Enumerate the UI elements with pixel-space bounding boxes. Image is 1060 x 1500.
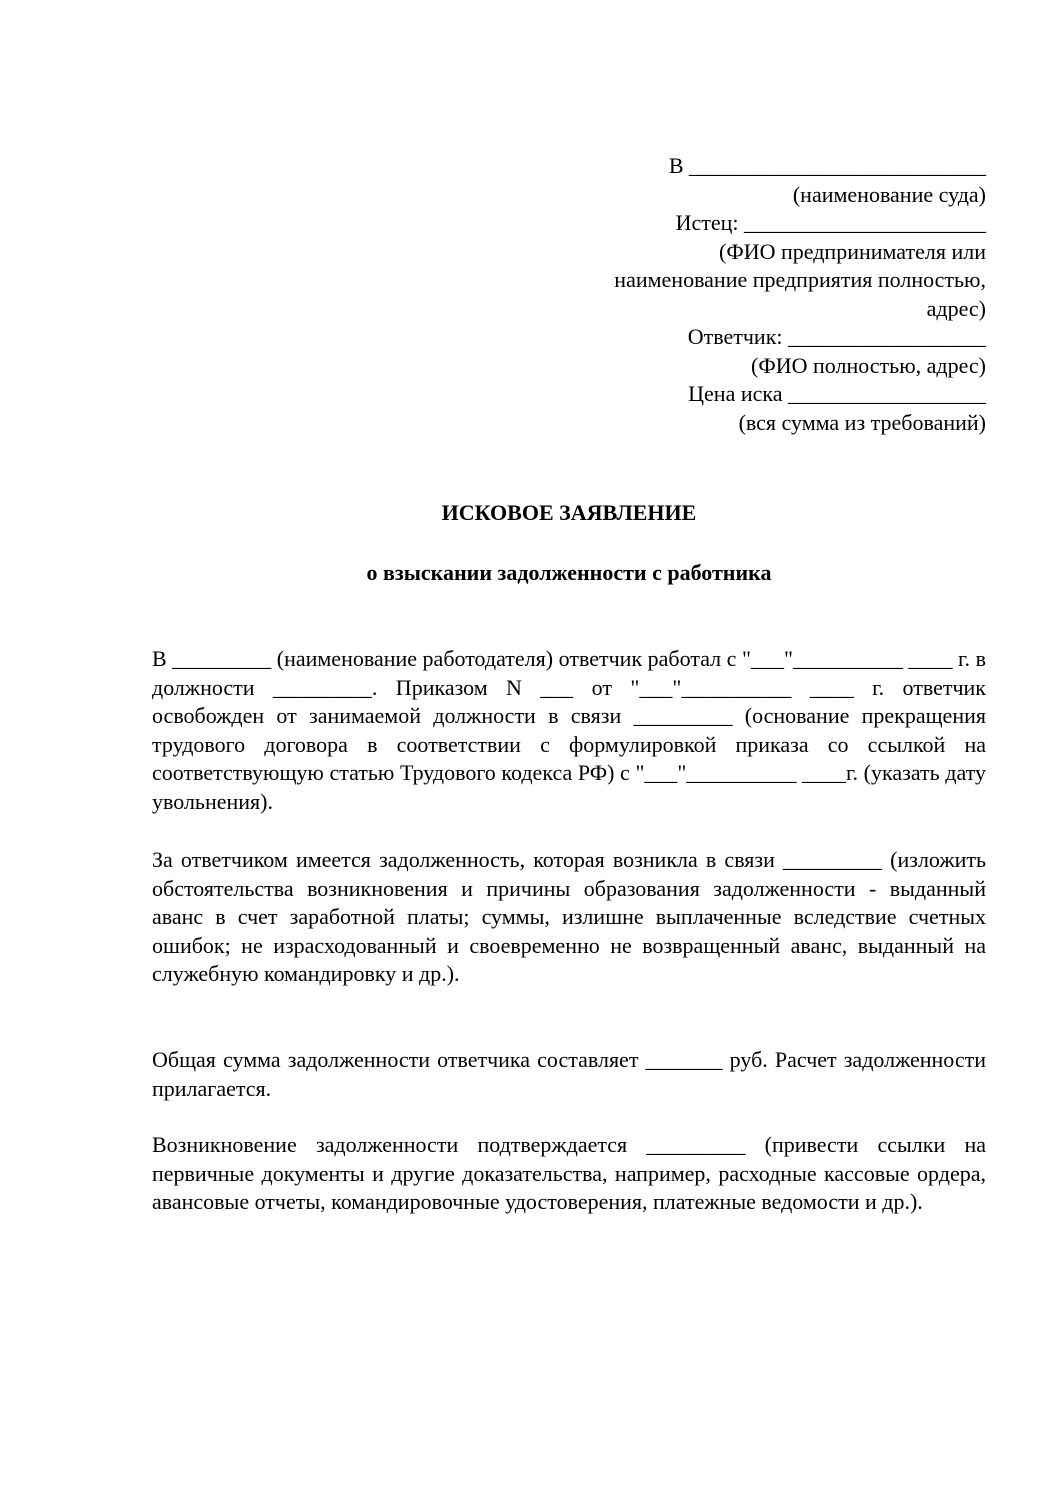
- plaintiff-hint-3: адрес): [926, 295, 986, 321]
- document-title: ИСКОВОЕ ЗАЯВЛЕНИЕ: [441, 500, 697, 525]
- paragraph-debt-evidence: Возникновение задолженности подтверждается _________ (привести ссылки на первичные документы и другие доказательства, например, расходные кассовые ордера, авансовые отчеты, командировочные удостоверения, платежные ведомости и др.).: [152, 1132, 986, 1214]
- claim-price-line: Цена иска __________________: [688, 381, 986, 406]
- defendant-hint: (ФИО полностью, адрес): [751, 352, 986, 378]
- addressee-block: [540, 152, 986, 437]
- plaintiff-line: Истец: ______________________: [675, 210, 986, 235]
- claim-price-hint: (вся сумма из требований): [738, 409, 986, 435]
- paragraph-debt-amount: Общая сумма задолженности ответчика составляет _______ руб. Расчет задолженности прилагается.: [152, 1047, 986, 1101]
- court-hint: (наименование суда): [792, 181, 986, 207]
- defendant-line: Ответчик: __________________: [687, 324, 986, 349]
- document-subtitle: о взыскании задолженности с работника: [366, 560, 772, 585]
- paragraph-employment: В _________ (наименование работодателя) ответчик работал с "___"__________ ____ г. в должности _________. Приказом N ___ от "___"__________ ____ г. ответчик освобожден от занимаемой должности в связи _________ (основание прекращения трудового договора в соответствии с формулировкой приказа со ссылкой на соответствующую статью Трудового кодекса РФ) с "___"__________ ____г. (указать дату увольнения).: [152, 646, 986, 814]
- plaintiff-hint-2: наименование предприятия полностью,: [614, 267, 986, 292]
- plaintiff-hint-1: (ФИО предпринимателя или: [719, 238, 986, 264]
- paragraph-debt-origin: За ответчиком имеется задолженность, которая возникла в связи _________ (изложить обстоятельства возникновения и причины образования задолженности - выданный аванс в счет заработной платы; суммы, излишне выплаченные вследствие счетных ошибок; не израсходованный и своевременно не возвращенный аванс, выданный на служебную командировку и др.).: [152, 847, 986, 986]
- court-line: В ___________________________: [668, 153, 986, 178]
